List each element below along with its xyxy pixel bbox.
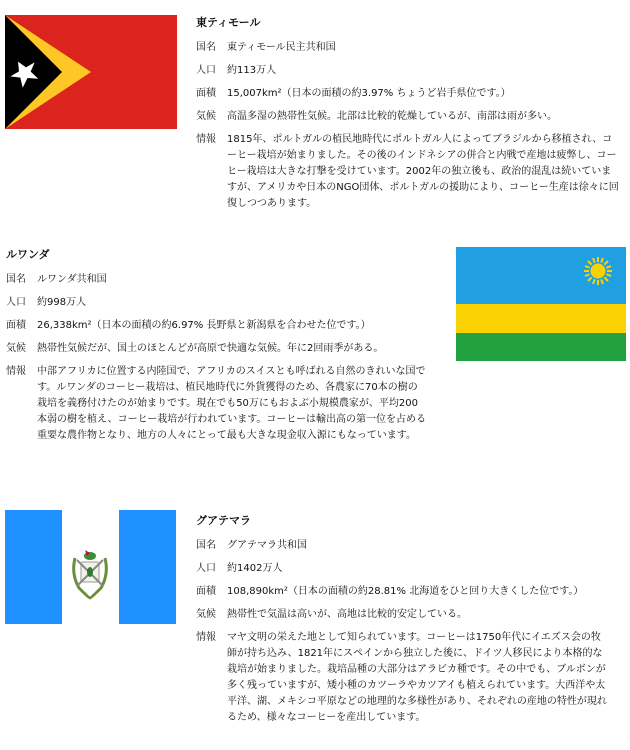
rwanda-section	[6, 248, 426, 451]
row-label: 面積	[196, 88, 216, 99]
row-value: 26,338km²（日本の面積の約6.97% 長野県と新潟県を合わせた位です。）	[37, 320, 371, 331]
country-title: ルワンダ	[6, 248, 50, 261]
row-value: 15,007km²（日本の面積の約3.97% ちょうど岩手県位です。）	[227, 88, 511, 99]
info-row-details	[196, 132, 620, 212]
info-row-climate	[196, 607, 610, 623]
row-value: グアテマラ共和国	[227, 540, 307, 551]
info-row-climate	[196, 109, 620, 125]
row-value: 108,890km²（日本の面積の約28.81% 北海道をひと回り大きくした位です。）	[227, 586, 584, 597]
row-label: 気候	[6, 343, 26, 354]
info-row-official-name	[196, 40, 620, 56]
row-value: 熱帯性で気温は高いが、高地は比較的安定している。	[227, 609, 467, 620]
info-row-official-name	[6, 272, 426, 288]
row-label: 情報	[196, 632, 216, 643]
info-row-climate	[6, 341, 426, 357]
row-label: 面積	[196, 586, 216, 597]
row-value: 1815年、ポルトガルの植民地時代にポルトガル人によってブラジルから移植され、コーヒー栽培が始まりました。その後のインドネシアの併合と内戦で産地は疲弊し、コーヒー栽培は大きな打撃を受けています。2002年の独立後も、政治的混乱は続いていますが、アメリカや日本のNGO団体、ポルトガルの援助により、コーヒー生産は徐々に回復しつつあります。	[227, 134, 619, 209]
row-value: 中部アフリカに位置する内陸国で、アフリカのスイスとも呼ばれる自然のきれいな国です。ルワンダのコーヒー栽培は、植民地時代に外貨獲得のため、各農家に70本の樹の栽培を義務付けたのが始まりです。現在でも50万にもおよぶ小規模農家が、平均200本弱の樹を植え、コーヒー栽培が行われています。コーヒーは輸出高の第一位を占める重要な農作物となり、地方の人々にとって最も大きな現金収入源にもなっています。	[37, 366, 426, 441]
row-value: 約1402万人	[227, 563, 283, 574]
row-value: 約113万人	[227, 65, 277, 76]
row-label: 国名	[6, 274, 26, 285]
country-title: グアテマラ	[196, 514, 251, 527]
guatemala-flag-icon	[5, 510, 176, 624]
info-row-details	[196, 630, 610, 726]
row-label: 人口	[196, 65, 216, 76]
row-label: 人口	[6, 297, 26, 308]
row-value: 高温多湿の熱帯性気候。北部は比較的乾燥しているが、南部は雨が多い。	[227, 111, 557, 122]
info-row-official-name	[196, 538, 610, 554]
row-value: 約998万人	[37, 297, 87, 308]
info-row-population	[6, 295, 426, 311]
guatemala-flag	[5, 510, 176, 624]
info-row-details	[6, 364, 426, 444]
info-row-population	[196, 561, 610, 577]
info-row-area	[6, 318, 426, 334]
info-row-area	[196, 584, 610, 600]
info-row-area	[196, 86, 620, 102]
info-row-population	[196, 63, 620, 79]
row-label: 情報	[196, 134, 216, 145]
row-value: 東ティモール民主共和国	[227, 42, 336, 53]
row-label: 気候	[196, 111, 216, 122]
timor-leste-flag-icon	[5, 15, 177, 129]
row-value: ルワンダ共和国	[37, 274, 107, 285]
row-label: 情報	[6, 366, 26, 377]
row-label: 気候	[196, 609, 216, 620]
row-label: 国名	[196, 42, 216, 53]
timor-leste-section	[196, 16, 620, 219]
row-label: 面積	[6, 320, 26, 331]
rwanda-flag-icon	[456, 247, 626, 361]
timor-leste-flag	[5, 15, 177, 129]
row-label: 国名	[196, 540, 216, 551]
row-label: 人口	[196, 563, 216, 574]
rwanda-flag	[456, 247, 626, 361]
country-title: 東ティモール	[196, 16, 261, 29]
guatemala-section	[196, 514, 610, 733]
row-value: マヤ文明の栄えた地として知られています。コーヒーは1750年代にイエズス会の牧師が持ち込み、1821年にスペインから独立した後に、ドイツ人移民により本格的な栽培が始まりました。栽培品種の大部分はアラビカ種です。その中でも、ブルボンが多く残っていますが、矮小種のカツーラやカツアイも植えられています。大西洋や太平洋、湖、メキシコ平原などの地理的な多様性があり、それぞれの産地の特性が現れるため、様々なコーヒーを産出しています。	[227, 632, 607, 723]
row-value: 熱帯性気候だが、国土のほとんどが高原で快適な気候。年に2回雨季がある。	[37, 343, 384, 354]
